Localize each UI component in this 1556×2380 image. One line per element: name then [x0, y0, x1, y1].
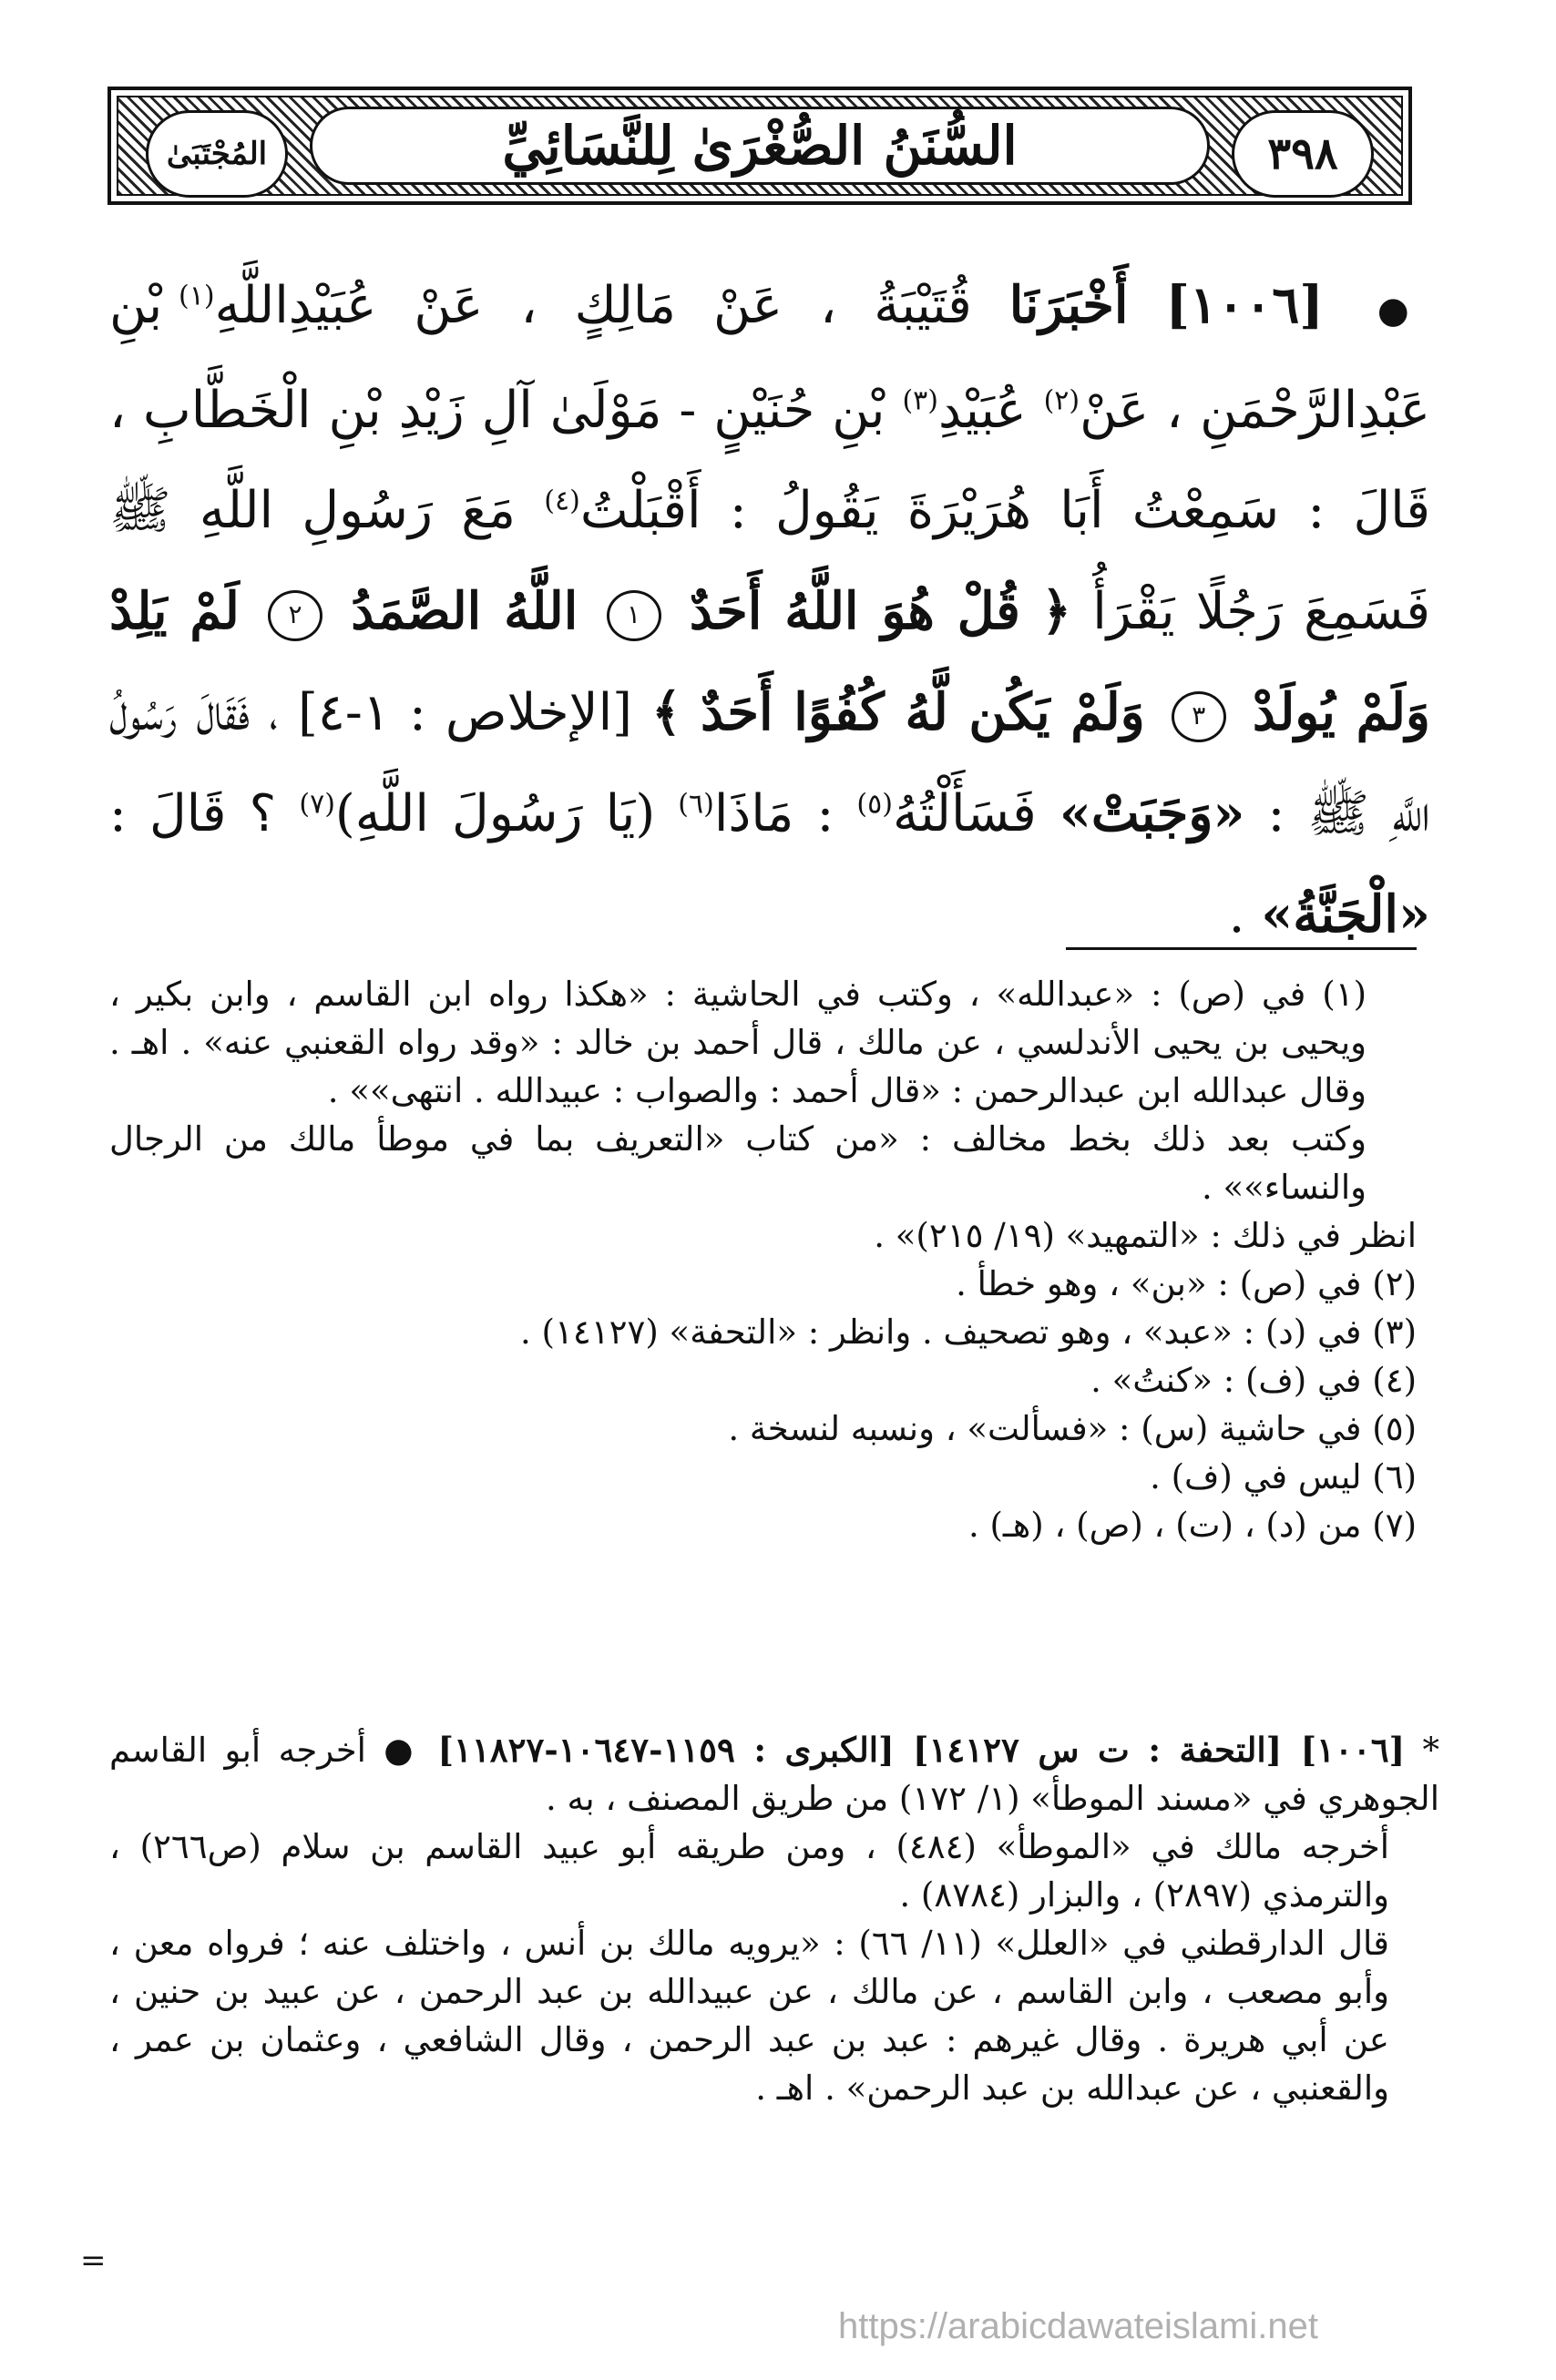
quran-ayah-4: وَلَمْ يَكُن لَّهُ كُفُوًا أَحَدٌ [700, 682, 1145, 742]
hadith-end: . [1228, 885, 1245, 945]
surah-reference: [الإخلاص : ١-٤] [297, 683, 632, 742]
hadith-chain-2: بْنِ عَبْدِالرَّحْمَنِ ، عَنْ [109, 276, 1430, 440]
footnote-ref-5[interactable]: (٥) [856, 788, 893, 821]
takhrij-paragraph-1: أخرجه أبو القاسم الجوهري في «مسند الموطأ» (١/ ١٧٢) من طريق المصنف ، به . [109, 1731, 1439, 1818]
footnote-ref-6[interactable]: (٦) [678, 788, 714, 821]
hadith-matn-2: مَعَ رَسُولِ اللَّهِ ﷺ فَسَمِعَ رَجُلًا يَقْرَأُ [109, 481, 1431, 641]
footnote-3: (٣) في (د) : «عبد» ، وهو تصحيف . وانظر : «التحفة» (١٤١٢٧) . [520, 1313, 1417, 1352]
footnote-7: (٧) من (د) ، (ت) ، (ص) ، (هـ) . [967, 1506, 1417, 1545]
hadith-bullet: ● [1377, 290, 1430, 332]
hadith-number: [١٠٠٦] [1165, 275, 1324, 335]
hadith-matn-7: ؟ قَالَ : [109, 784, 277, 843]
footnote-ref-3[interactable]: (٣) [902, 384, 938, 417]
watermark-url[interactable]: https://arabicdawateislami.net [838, 2306, 1318, 2346]
prophet-saying-wajabat: «وَجَبَتْ» [1059, 783, 1245, 843]
book-emblem: المُجْتَبَىٰ [146, 110, 288, 198]
bullet-icon: ● [384, 1731, 421, 1770]
book-title: السُّنَنُ الصُّغْرَىٰ لِلنَّسَائِيِّ [502, 115, 1018, 177]
footnote-ref-1[interactable]: (١) [179, 280, 215, 312]
footnotes [109, 970, 1417, 1549]
hadith-matn-4: فَسَأَلْتُهُ [892, 784, 1037, 843]
quran-bracket-open: ﴿ [1041, 581, 1071, 641]
footnote-6: (٦) ليس في (ف) . [1150, 1457, 1417, 1496]
takhrij-section [109, 1726, 1439, 2112]
takhrij-reference: [١٠٠٦] [التحفة : ت س ١٤١٢٧] [الكبرى : ١١٥٩-١٠٦٤٧-١١٨٢٧] [437, 1730, 1406, 1770]
footnote-ref-2[interactable]: (٢) [1043, 384, 1080, 417]
takhrij-paragraph-2: أخرجه مالك في «الموطأ» (٤٨٤) ، ومن طريقه أبو عبيد القاسم بن سلام (ص٢٦٦) ، والترمذي (٢٨٩٧) ، والبزار (٨٧٨٤) . [109, 1827, 1390, 1915]
footnote-ref-7[interactable]: (٧) [299, 788, 335, 821]
header-title-plaque [310, 107, 1210, 185]
header-ornament-border [117, 96, 1403, 196]
footnote-1-reference: انظر في ذلك : «التمهيد» (١٩/ ٢١٥)» . [874, 1216, 1417, 1255]
star-icon: * [1422, 1731, 1440, 1770]
footnote-2: (٢) في (ص) : «بن» ، وهو خطأ . [956, 1264, 1417, 1303]
hadith-matn-3: ، فَقَالَ رَسُولُ اللَّهِ ﷺ : [109, 683, 1430, 843]
page-header [107, 87, 1412, 205]
footnote-ref-4[interactable]: (٤) [544, 485, 580, 517]
ayah-number-1: ١ [607, 590, 661, 641]
ayah-number-2: ٢ [268, 590, 322, 641]
footnote-5: (٥) في حاشية (س) : «فسألت» ، ونسبه لنسخة . [728, 1409, 1417, 1448]
hadith-matn-5: : مَاذَا [713, 784, 834, 843]
page-number: ٣٩٨ [1232, 110, 1374, 198]
hadith-text [109, 255, 1430, 965]
footnote-1: (١) في (ص) : «عبدالله» ، وكتب في الحاشية : «هكذا رواه ابن القاسم ، وابن بكير ، ويحيى بن يحيى الأندلسي ، عن مالك ، قال أحمد بن خالد : «وقد رواه القعنبي عنه» . اهـ . وقال عبدالله ابن عبدالرحمن : «قال أحمد : والصواب : عبيدالله . انتهى»» . [109, 975, 1367, 1110]
quran-bracket-close: ﴾ [651, 682, 681, 742]
prophet-saying-janna: «الْجَنَّةُ» [1261, 884, 1430, 945]
quran-ayah-3: لَمْ يَلِدْ وَلَمْ يُولَدْ [109, 581, 1430, 742]
footnote-1-continuation: وكتب بعد ذلك بخط مخالف : «من كتاب «التعريف بما في موطأ مالك من الرجال والنساء»» . [109, 1119, 1367, 1207]
hadith-matn-6: (يَا رَسُولَ اللَّهِ) [334, 784, 656, 843]
hadith-matn-1: بْنِ حُنَيْنٍ - مَوْلَىٰ آلِ زَيْدِ بْنِ الْخَطَّابِ ، قَالَ : سَمِعْتُ أَبَا هُرَيْرَةَ يَقُولُ : أَقْبَلْتُ [109, 381, 1430, 540]
hadith-chain-1: قُتَيْبَةُ ، عَنْ مَالِكٍ ، عَنْ عُبَيْدِاللَّهِ [214, 276, 972, 335]
ayah-number-3: ٣ [1172, 691, 1226, 742]
takhrij-header [109, 1726, 1439, 1823]
continuation-mark: = [80, 2242, 107, 2279]
footnote-separator [1066, 947, 1417, 950]
hadith-chain-3: عُبَيْدِ [938, 381, 1027, 440]
quran-ayah-2: اللَّهُ الصَّمَدُ [351, 581, 578, 641]
quran-ayah-1: قُلْ هُوَ اللَّهُ أَحَدٌ [689, 581, 1020, 641]
akhbarana-keyword: أَخْبَرَنَا [1008, 275, 1129, 335]
footnote-4: (٤) في (ف) : «كنتُ» . [1090, 1361, 1417, 1400]
takhrij-paragraph-3: قال الدارقطني في «العلل» (١١/ ٦٦) : «يرويه مالك بن أنس ، واختلف عنه ؛ فرواه معن ، وأبو مصعب ، وابن القاسم ، عن مالك ، عن عبيدالله بن عبد الرحمن ، عن عبيد بن حنين ، عن أبي هريرة . وقال غيرهم : عبد بن عبد الرحمن ، وقال الشافعي ، وعثمان بن عمر ، والقعنبي ، عن عبدالله بن عبد الرحمن» . اهـ . [109, 1924, 1389, 2108]
